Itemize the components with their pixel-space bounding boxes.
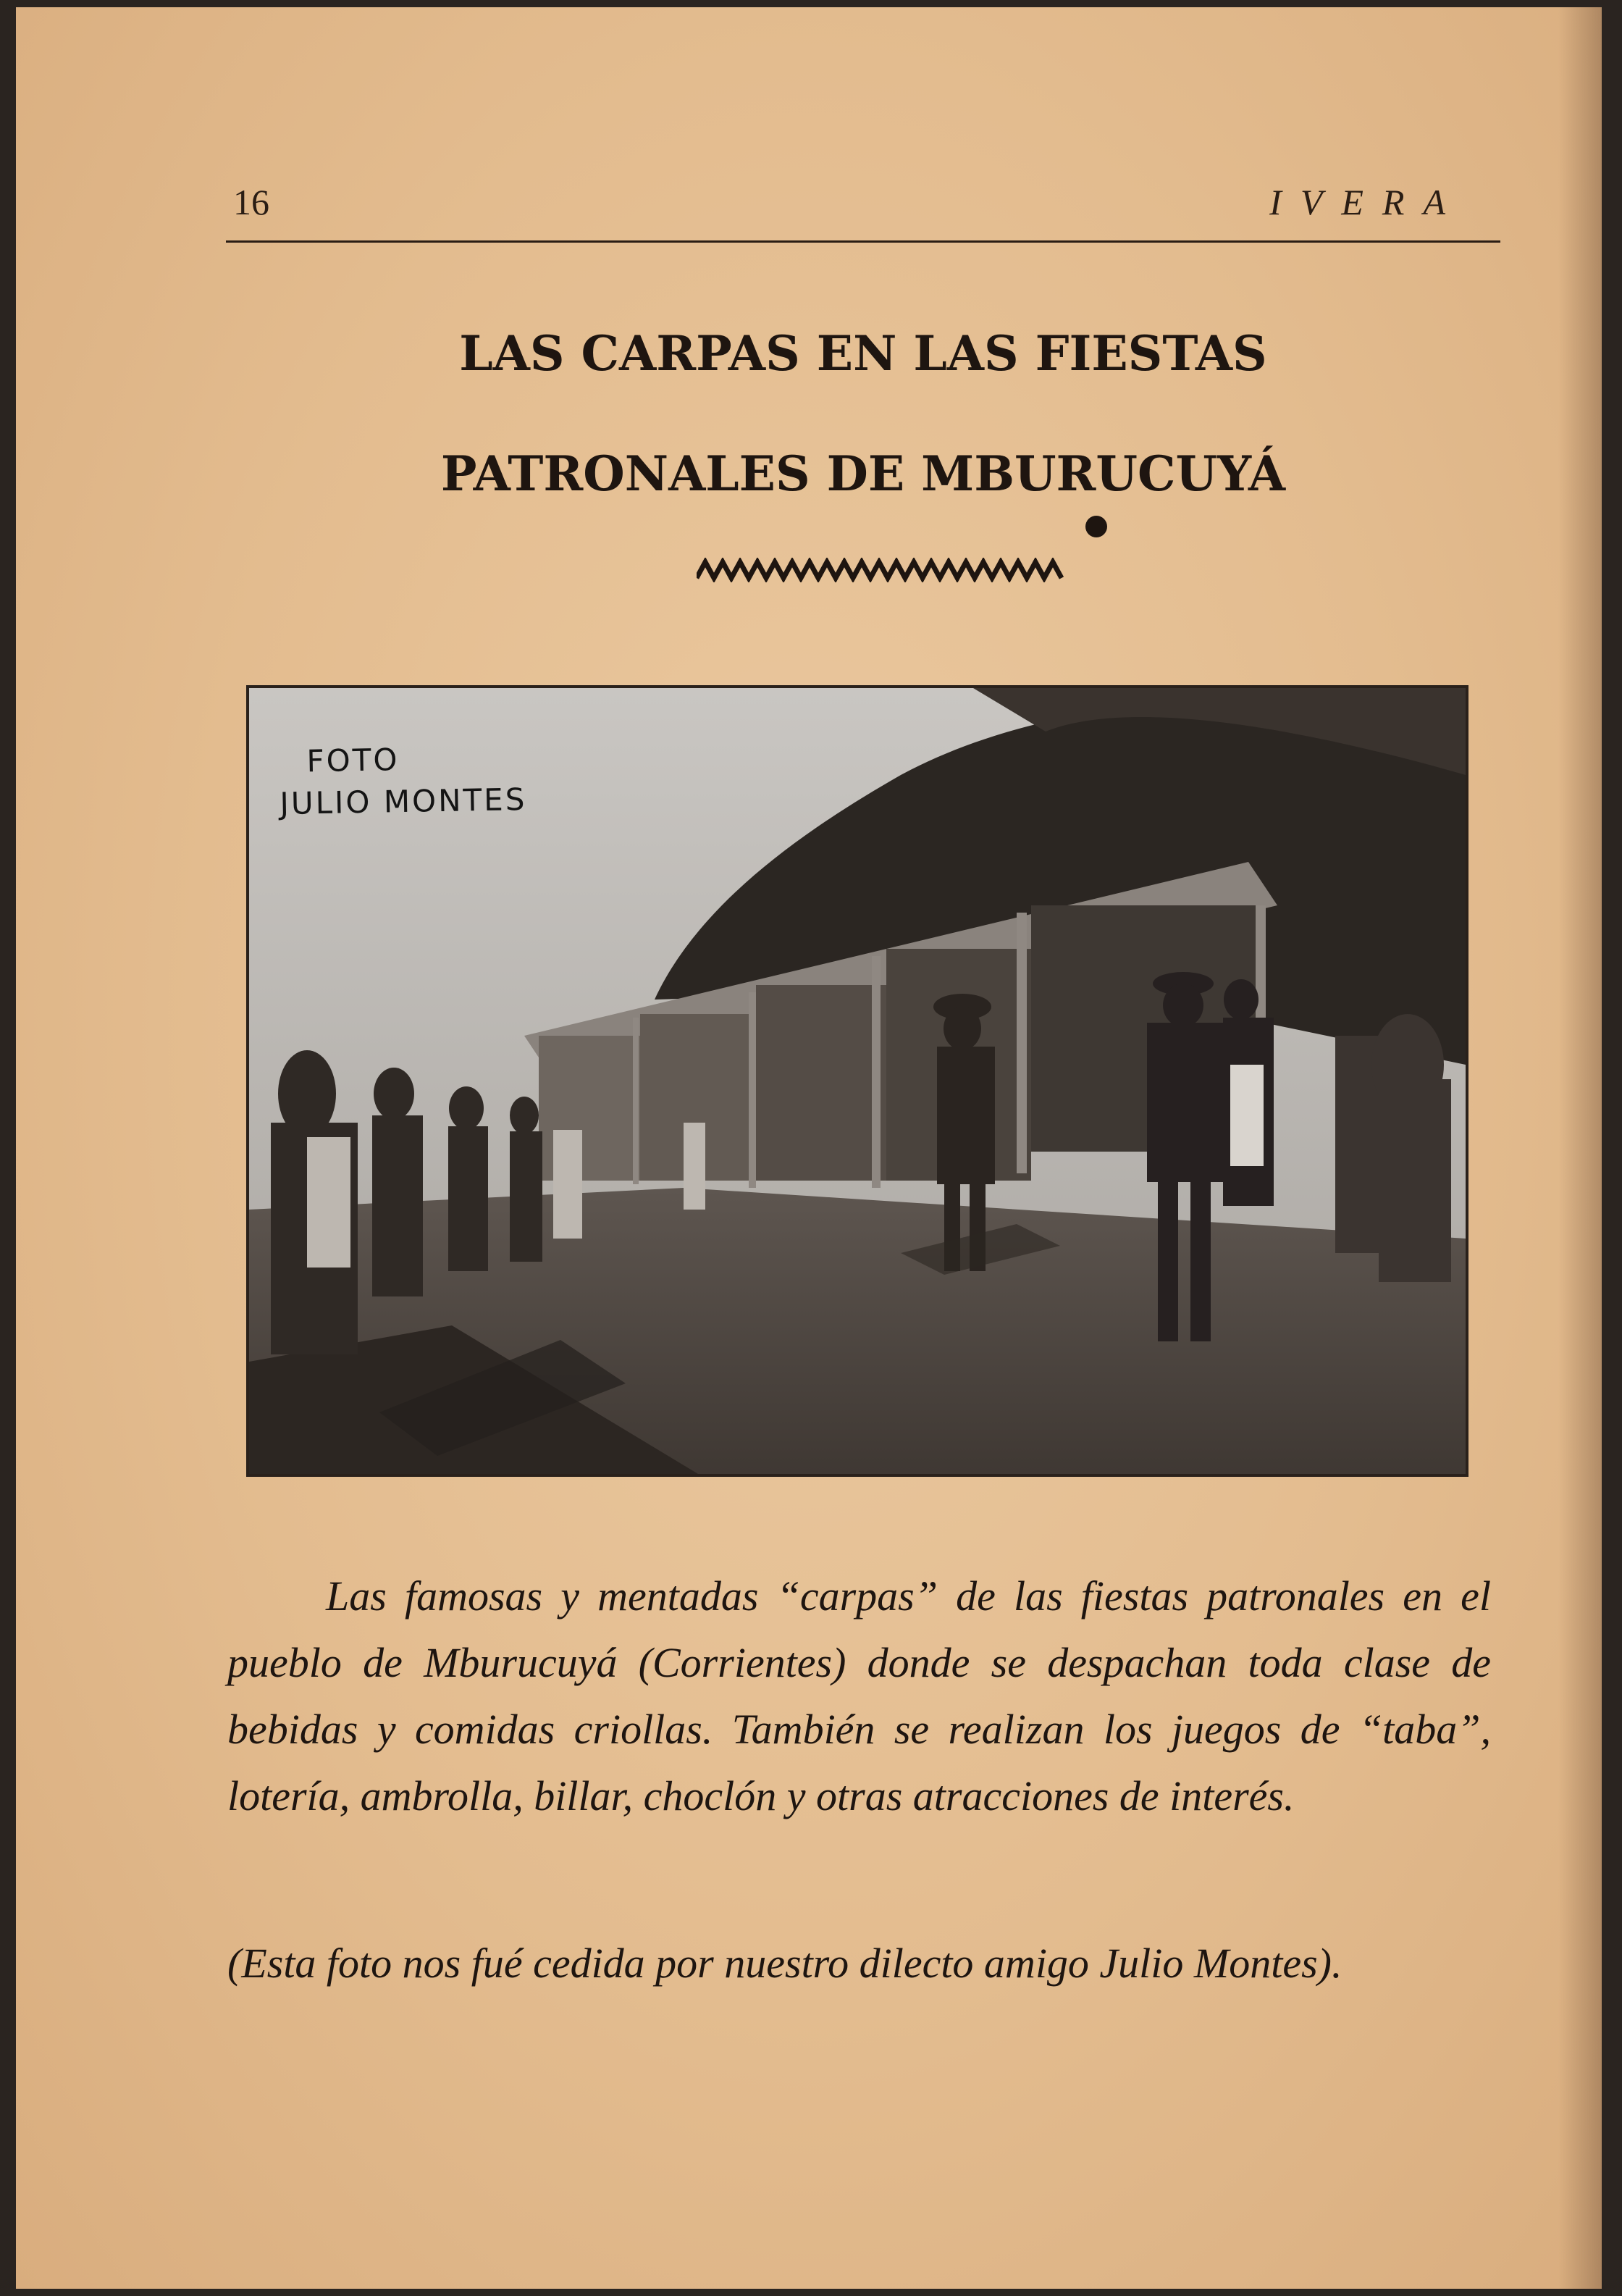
running-head: IVERA [1269,182,1464,222]
page-spine-shadow [1558,7,1602,2289]
magazine-page [16,7,1602,2289]
page-number: 16 [233,182,269,222]
article-title [226,293,1500,534]
header-rule [226,240,1500,243]
photo-credit-line-2: JULIO MONTES [280,782,527,821]
title-line-1: LAS CARPAS EN LAS FIESTAS [459,325,1267,382]
photo-note: (Esta foto nos fué cedida por nuestro dilecto amigo Julio Montes). [227,1940,1342,1987]
title-bullet [1085,516,1107,537]
photo-credit-line-1: FOTO [306,742,400,779]
photo-caption: Las famosas y mentadas “carpas” de las fiestas patronales en el pueblo de Mburucuyá (Corrientes) donde se despachan toda clase de bebidas y comidas criollas. También se realizan los juegos de “taba”, lotería, ambrolla, billar, choclón y otras atracciones de interés. [227,1572,1491,1819]
fair-tents-photo [249,688,1466,1474]
zigzag-ornament [697,558,1066,582]
photo-credit [279,737,527,825]
title-line-2: PATRONALES DE MBURUCUYÁ [440,445,1286,502]
